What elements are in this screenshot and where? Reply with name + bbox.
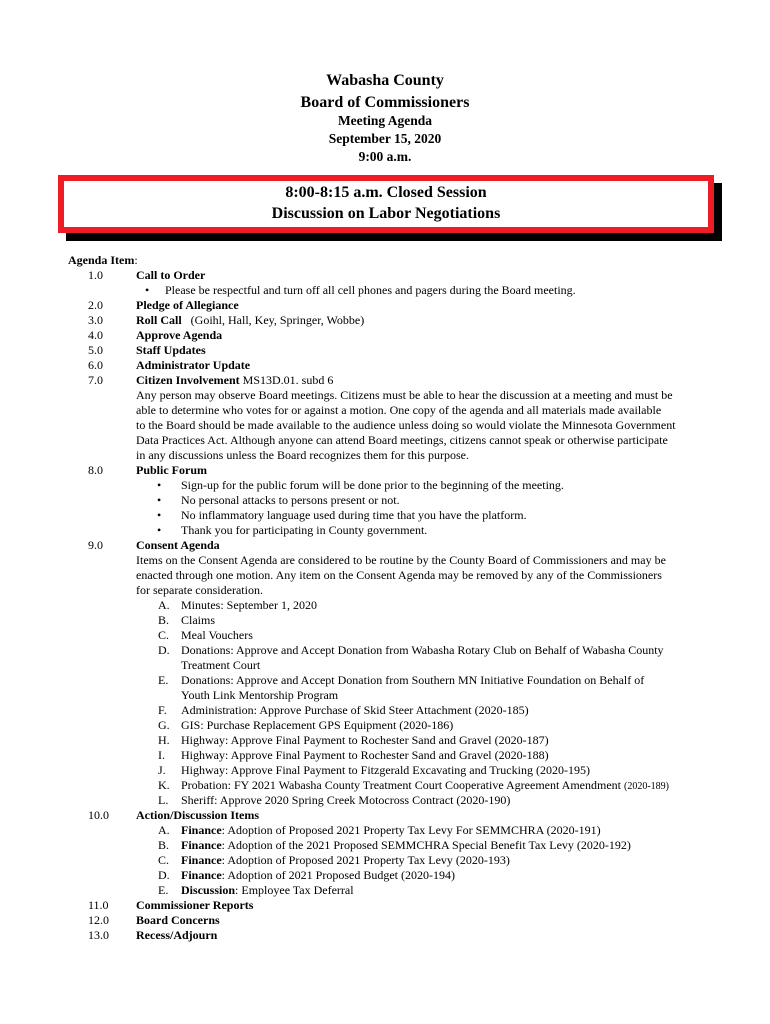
agenda-item-9: 9.0 Consent Agenda: [88, 538, 220, 552]
list-item: E. Discussion: Employee Tax Deferral: [158, 883, 354, 897]
bullet-icon: •: [157, 508, 162, 522]
list-item: • Please be respectful and turn off all cell phones and pagers during the Board meeting.: [145, 283, 576, 297]
item-title: Call to Order: [136, 268, 206, 282]
list-item: • No inflammatory language used during time that you have the platform.: [157, 508, 527, 522]
list-item: H. Highway: Approve Final Payment to Rochester Sand and Gravel (2020-187): [158, 733, 549, 747]
agenda-item-1: [68, 268, 708, 283]
closed-session-time: 8:00-8:15 a.m. Closed Session: [285, 184, 487, 201]
bullet-icon: •: [157, 493, 162, 507]
agenda-item-10: 10.0 Action/Discussion Items: [88, 808, 260, 822]
agenda-item-7: 7.0 Citizen Involvement MS13D.01. subd 6: [88, 373, 334, 387]
agenda-item-11: 11.0 Commissioner Reports: [88, 898, 254, 912]
agenda-label: Agenda Item:: [68, 253, 138, 267]
list-item: • No personal attacks to persons present or not.: [157, 493, 400, 507]
document-type: Meeting Agenda: [337, 113, 433, 128]
agenda-item-6: 6.0 Administrator Update: [88, 358, 251, 372]
closed-session-topic: Discussion on Labor Negotiations: [271, 205, 501, 222]
consent-agenda-text: Items on the Consent Agenda are considered to be routine by the County Board of Commissioners and may be enacted through one motion. Any item on the Consent Agenda may be removed by any of the Commissioners for separate consideration.: [136, 553, 666, 597]
list-item: • Thank you for participating in County government.: [157, 523, 428, 537]
agenda-item-3: 3.0 Roll Call (Goihl, Hall, Key, Springer, Wobbe): [88, 313, 365, 327]
list-item: J. Highway: Approve Final Payment to Fitzgerald Excavating and Trucking (2020-195): [158, 763, 590, 777]
list-item: B. Finance: Adoption of the 2021 Proposed SEMMCHRA Special Benefit Tax Levy (2020-192): [158, 838, 631, 852]
citizen-involvement-text: Any person may observe Board meetings. Citizens must be able to hear the discussion at a meeting and must be able to determine who votes for or against a motion. One copy of the agenda and all materials made available to the Board should be made available to the audience unless doing so would violate the Minnesota Government Data Practices Act. Although anyone can attend Board meetings, citizens cannot speak or otherwise participate in any discussions unless the Board recognizes them for this purpose.: [136, 388, 676, 462]
list-item: L. Sheriff: Approve 2020 Spring Creek Motocross Contract (2020-190): [158, 793, 511, 807]
list-item: I. Highway: Approve Final Payment to Rochester Sand and Gravel (2020-188): [158, 748, 549, 762]
list-item: K. Probation: FY 2021 Wabasha County Treatment Court Cooperative Agreement Amendment (2020-189): [158, 778, 669, 792]
meeting-time: 9:00 a.m.: [358, 149, 412, 164]
meeting-date: September 15, 2020: [328, 131, 442, 146]
agenda-item-4: 4.0 Approve Agenda: [88, 328, 223, 342]
county-name: Wabasha County: [326, 72, 444, 89]
list-item-continuation: Youth Link Mentorship Program: [181, 688, 339, 702]
agenda-item-8: 8.0 Public Forum: [88, 463, 207, 477]
agenda-item-5: 5.0 Staff Updates: [88, 343, 206, 357]
item-number: 1.0: [88, 268, 103, 282]
list-item: • Sign-up for the public forum will be done prior to the beginning of the meeting.: [157, 478, 564, 492]
list-item: G. GIS: Purchase Replacement GPS Equipment (2020-186): [158, 718, 454, 732]
list-item: C. Finance: Adoption of Proposed 2021 Property Tax Levy (2020-193): [158, 853, 510, 867]
bullet-icon: •: [145, 283, 150, 297]
agenda-item-13: 13.0 Recess/Adjourn: [88, 928, 218, 942]
list-item: C. Meal Vouchers: [158, 628, 253, 642]
list-item: D. Donations: Approve and Accept Donation from Wabasha Rotary Club on Behalf of Wabasha County: [158, 643, 664, 657]
bullet-icon: •: [157, 523, 162, 537]
list-item: B. Claims: [158, 613, 216, 627]
board-name: Board of Commissioners: [300, 94, 470, 111]
list-item: E. Donations: Approve and Accept Donation from Southern MN Initiative Foundation on Behalf of: [158, 673, 645, 687]
closed-session-box: [58, 175, 714, 233]
list-item: A. Minutes: September 1, 2020: [158, 598, 317, 612]
agenda-item-2: 2.0 Pledge of Allegiance: [88, 298, 239, 312]
list-item: D. Finance: Adoption of 2021 Proposed Budget (2020-194): [158, 868, 455, 882]
agenda-list: [68, 253, 708, 943]
bullet-icon: •: [157, 478, 162, 492]
list-item: A. Finance: Adoption of Proposed 2021 Property Tax Levy For SEMMCHRA (2020-191): [158, 823, 601, 837]
list-item: F. Administration: Approve Purchase of Skid Steer Attachment (2020-185): [158, 703, 529, 717]
agenda-item-12: 12.0 Board Concerns: [88, 913, 220, 927]
list-item-continuation: Treatment Court: [181, 658, 261, 672]
